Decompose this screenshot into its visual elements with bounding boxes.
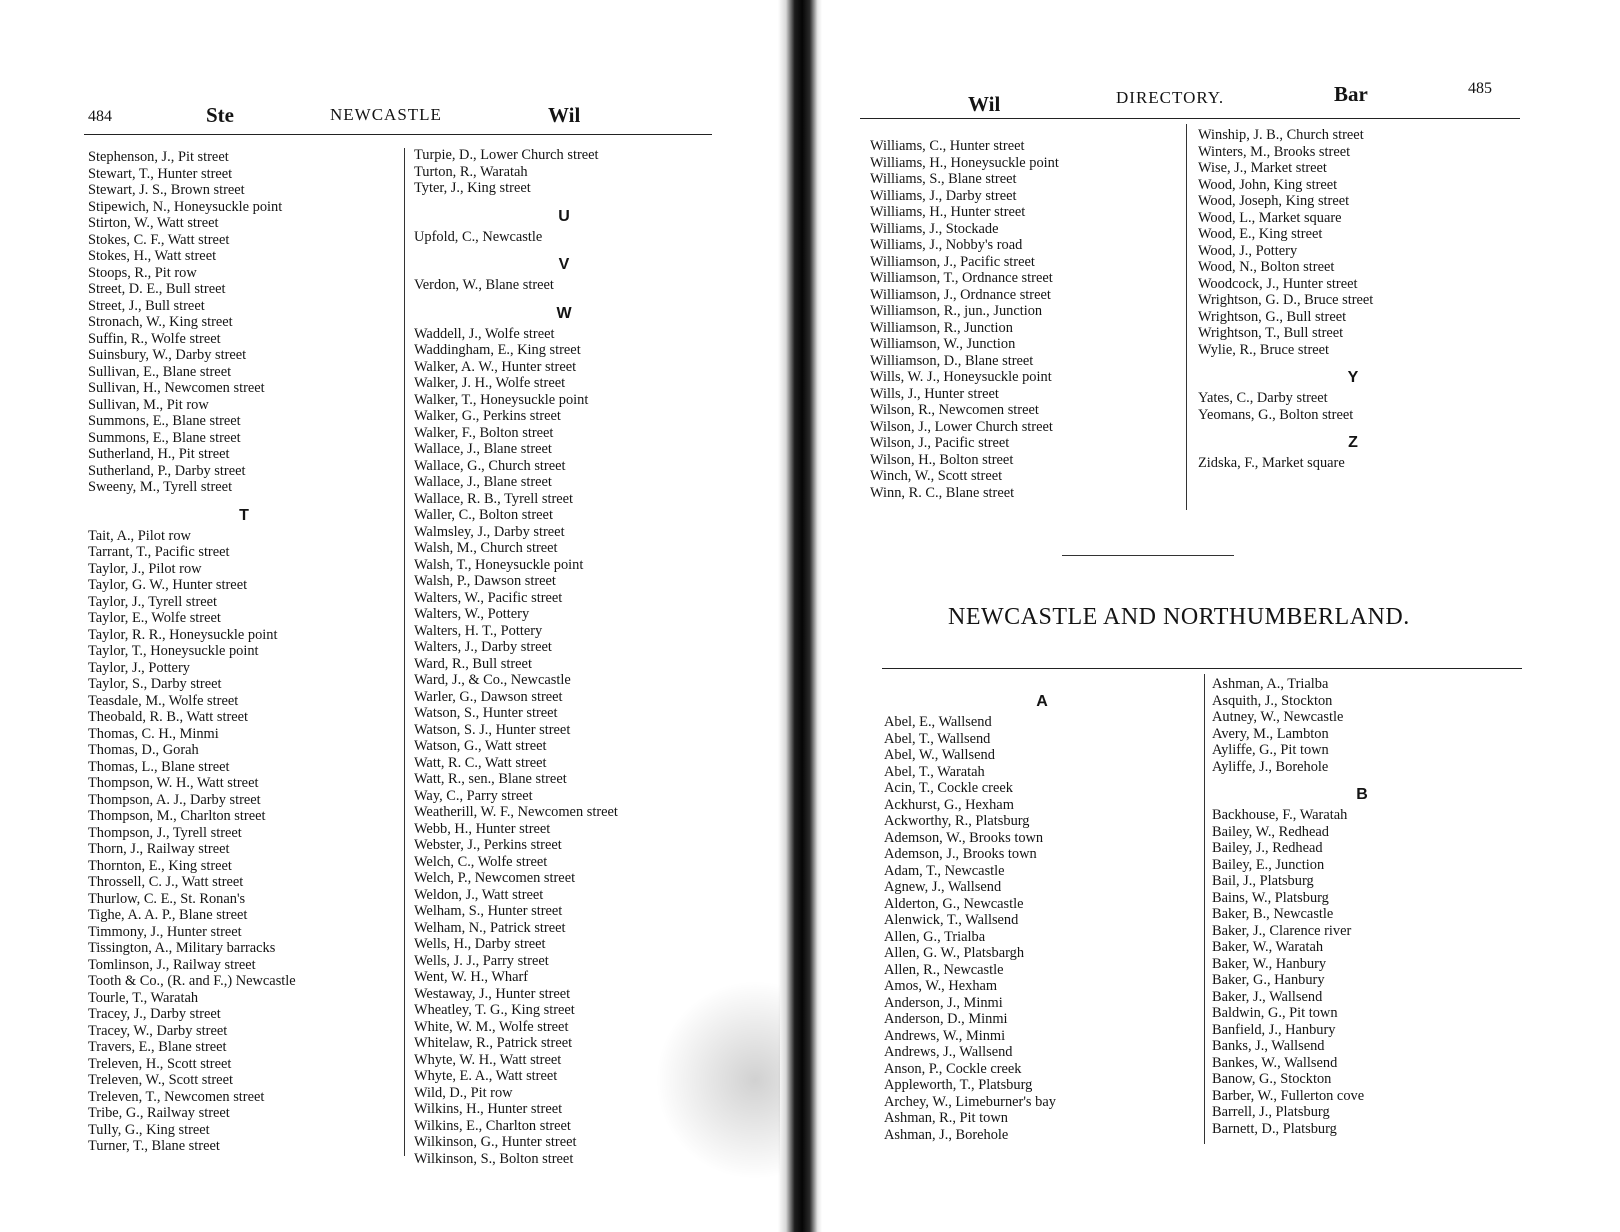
entry-column-2 (414, 147, 714, 1167)
entry-column-1 (88, 149, 400, 1155)
directory-entry: Street, D. E., Bull street (88, 281, 226, 297)
directory-entry: Walker, G., Perkins street (414, 408, 561, 424)
directory-entry: Tomlinson, J., Railway street (88, 956, 256, 973)
directory-entry: Avery, M., Lambton (1212, 725, 1329, 742)
directory-entry: Walker, F., Bolton street (414, 424, 554, 441)
directory-entry: Ward, J., & Co., Newcastle (414, 672, 571, 688)
directory-entry: Wood, L., Market square (1198, 209, 1342, 226)
directory-entry: Sullivan, H., Newcomen street (88, 380, 265, 396)
directory-entry: Westaway, J., Hunter street (414, 985, 571, 1002)
directory-entry: Woodcock, J., Hunter street (1198, 275, 1358, 292)
directory-entry: Stronach, W., King street (88, 314, 233, 330)
directory-entry: Thornton, E., King street (88, 857, 232, 874)
directory-entry: Williamson, W., Junction (870, 336, 1016, 352)
directory-entry: Abel, W., Wallsend (884, 747, 995, 763)
directory-entry: Suffin, R., Wolfe street (88, 330, 221, 347)
directory-entry: Taylor, J., Pottery (88, 659, 190, 676)
section-header-rule (882, 668, 1522, 669)
directory-entry: Weatherill, W. F., Newcomen street (414, 804, 618, 820)
directory-entry: Tully, G., King street (88, 1121, 210, 1138)
directory-entry: Alenwick, T., Wallsend (884, 912, 1019, 928)
directory-entry: Bailey, J., Redhead (1212, 840, 1323, 856)
directory-entry: Timmony, J., Hunter street (88, 923, 242, 940)
directory-entry: Baker, G., Hanbury (1212, 972, 1325, 988)
header-rule (860, 118, 1520, 119)
directory-entry: Walters, J., Darby street (414, 639, 552, 655)
directory-entry: Wills, J., Hunter street (870, 385, 999, 402)
directory-entry: Taylor, G. W., Hunter street (88, 577, 248, 593)
letter-heading: A (1036, 693, 1048, 710)
directory-entry: Watson, S. J., Hunter street (414, 721, 571, 738)
right-page (800, 0, 1620, 1232)
directory-entry: Wood, J., Pottery (1198, 242, 1298, 259)
spacer (1198, 358, 1508, 366)
page-number: 485 (1468, 80, 1492, 97)
directory-entry: Thurlow, C. E., St. Ronan's (88, 890, 246, 907)
directory-entry: Williams, H., Honeysuckle point (870, 154, 1059, 171)
directory-entry: Adam, T., Newcastle (884, 862, 1005, 879)
letter-heading: Y (1347, 369, 1359, 386)
directory-entry: Wells, H., Darby street (414, 936, 546, 952)
directory-entry: Sullivan, E., Blane street (88, 363, 232, 380)
directory-entry: Watson, G., Watt street (414, 738, 547, 754)
directory-entry: Thompson, J., Tyrell street (88, 824, 242, 841)
directory-entry: Walsh, P., Dawson street (414, 573, 556, 589)
guide-word-right: Bar (1334, 82, 1368, 106)
directory-entry: Turner, T., Blane street (88, 1138, 220, 1154)
spacer (414, 294, 714, 302)
directory-entry: Waddell, J., Wolfe street (414, 325, 555, 342)
directory-entry: Waller, C., Bolton street (414, 507, 553, 523)
directory-entry: Wrightson, T., Bull street (1198, 325, 1344, 341)
directory-entry: Thorn, J., Railway street (88, 841, 230, 857)
directory-entry: Watt, R. C., Watt street (414, 754, 547, 771)
directory-entry: Waddingham, E., King street (414, 342, 581, 358)
directory-entry: Walters, W., Pacific street (414, 589, 563, 606)
directory-entry: Barnett, D., Platsburg (1212, 1120, 1337, 1137)
directory-entry: Tyter, J., King street (414, 180, 531, 196)
left-page (0, 0, 790, 1232)
directory-entry: Ashman, J., Borehole (884, 1126, 1009, 1143)
directory-entry: Wells, J. J., Parry street (414, 952, 549, 969)
directory-entry: Summons, E., Blane street (88, 429, 241, 446)
directory-entry: Wylie, R., Bruce street (1198, 341, 1330, 358)
directory-entry: Wilkins, H., Hunter street (414, 1101, 563, 1117)
directory-entry: Taylor, J., Pilot row (88, 560, 202, 577)
directory-entry: Tracey, W., Darby street (88, 1022, 228, 1039)
directory-entry: Verdon, W., Blane street (414, 277, 554, 293)
directory-entry: Thompson, A. J., Darby street (88, 791, 261, 808)
directory-entry: Andrews, W., Minmi (884, 1027, 1006, 1044)
directory-entry: Anderson, J., Minmi (884, 994, 1003, 1011)
directory-entry: Wood, N., Bolton street (1198, 259, 1335, 275)
guide-word-right: Wil (548, 103, 581, 127)
directory-entry: Ayliffe, J., Borehole (1212, 758, 1329, 775)
directory-entry: Tighe, A. A. P., Blane street (88, 907, 248, 923)
directory-entry: Allen, R., Newcastle (884, 961, 1004, 978)
directory-entry: Walmsley, J., Darby street (414, 523, 565, 540)
spacer (1198, 423, 1508, 431)
directory-entry: Wilkinson, S., Bolton street (414, 1150, 574, 1167)
entry-column-3 (884, 690, 1200, 1143)
directory-entry: Wilkins, E., Charlton street (414, 1117, 571, 1134)
directory-entry: Baker, B., Newcastle (1212, 906, 1334, 922)
directory-entry: Taylor, R. R., Honeysuckle point (88, 626, 278, 643)
directory-entry: Barber, W., Fullerton cove (1212, 1087, 1365, 1104)
directory-entry: Baker, J., Wallsend (1212, 988, 1323, 1005)
guide-word-left: Ste (206, 103, 234, 127)
directory-entry: Williamson, R., Junction (870, 319, 1013, 336)
letter-heading: U (558, 207, 570, 225)
directory-entry: Wild, D., Pit row (414, 1084, 513, 1101)
directory-entry: White, W. M., Wolfe street (414, 1018, 569, 1035)
directory-entry: Wallace, J., Blane street (414, 474, 552, 490)
directory-entry: Williams, H., Hunter street (870, 204, 1026, 220)
directory-entry: Thomas, C. H., Minmi (88, 725, 219, 742)
directory-entry: Webster, J., Perkins street (414, 837, 562, 853)
directory-entry: Taylor, E., Wolfe street (88, 610, 221, 626)
directory-entry: Anderson, D., Minmi (884, 1011, 1008, 1027)
directory-entry: Wise, J., Market street (1198, 160, 1327, 176)
directory-entry: Weldon, J., Watt street (414, 886, 544, 903)
directory-entry: Thomas, D., Gorah (88, 742, 199, 758)
directory-entry: Wrightson, G. D., Bruce street (1198, 292, 1374, 308)
directory-entry: Baker, W., Hanbury (1212, 955, 1327, 972)
directory-entry: Welham, N., Patrick street (414, 919, 566, 936)
directory-entry: Abel, T., Wallsend (884, 730, 991, 747)
directory-entry: Williams, J., Stockade (870, 220, 999, 237)
directory-entry: Ashman, R., Pit town (884, 1110, 1008, 1126)
directory-entry: Sweeny, M., Tyrell street (88, 479, 233, 495)
directory-entry: Bankes, W., Wallsend (1212, 1054, 1338, 1071)
section-title: NEWCASTLE AND NORTHUMBERLAND. (948, 604, 1410, 630)
directory-entry: Taylor, J., Tyrell street (88, 593, 218, 610)
directory-entry: Williamson, J., Ordnance street (870, 286, 1051, 303)
directory-entry: Tait, A., Pilot row (88, 527, 191, 544)
section-divider (1062, 555, 1234, 556)
directory-entry: Theobald, R. B., Watt street (88, 709, 249, 725)
directory-entry: Turton, R., Waratah (414, 163, 528, 180)
directory-entry: Amos, W., Hexham (884, 978, 998, 994)
directory-entry: Sutherland, P., Darby street (88, 462, 246, 479)
column-divider (1186, 124, 1187, 510)
spacer (414, 245, 714, 253)
directory-entry: Agnew, J., Wallsend (884, 879, 1002, 895)
directory-entry: Williams, S., Blane street (870, 171, 1017, 187)
directory-entry: Taylor, S., Darby street (88, 676, 222, 692)
directory-entry: Sutherland, H., Pit street (88, 446, 230, 462)
directory-entry: Banfield, J., Hanbury (1212, 1021, 1336, 1038)
directory-entry: Wilson, J., Pacific street (870, 435, 1010, 451)
directory-entry: Barrell, J., Platsburg (1212, 1104, 1330, 1120)
directory-entry: Wood, John, King street (1198, 176, 1338, 193)
directory-entry: Williamson, T., Ordnance street (870, 270, 1053, 286)
page-number: 484 (88, 108, 112, 125)
directory-entry: Tracey, J., Darby street (88, 1006, 221, 1022)
directory-entry: Bail, J., Platsburg (1212, 873, 1314, 889)
directory-entry: Allen, G., Trialba (884, 928, 986, 945)
letter-heading: Z (1348, 434, 1358, 451)
directory-entry: Stoops, R., Pit row (88, 264, 197, 281)
directory-entry: Williams, J., Darby street (870, 187, 1017, 204)
directory-entry: Abel, T., Waratah (884, 763, 985, 780)
directory-entry: Thomas, L., Blane street (88, 758, 230, 775)
directory-entry: Walsh, M., Church street (414, 540, 558, 556)
directory-entry: Sullivan, M., Pit row (88, 396, 209, 413)
directory-entry: Travers, E., Blane street (88, 1039, 227, 1055)
spacer (1212, 775, 1512, 783)
directory-entry: Street, J., Bull street (88, 297, 205, 314)
directory-entry: Baker, J., Clarence river (1212, 922, 1352, 939)
column-divider (1204, 674, 1205, 1144)
directory-entry: Autney, W., Newcastle (1212, 709, 1344, 725)
directory-entry: Ayliffe, G., Pit town (1212, 742, 1329, 758)
directory-entry: Walsh, T., Honeysuckle point (414, 556, 584, 573)
directory-entry: Treleven, T., Newcomen street (88, 1088, 265, 1105)
directory-entry: Tarrant, T., Pacific street (88, 544, 230, 560)
directory-entry: Winship, J. B., Church street (1198, 127, 1364, 143)
directory-entry: Williams, J., Nobby's road (870, 237, 1023, 253)
directory-entry: Zidska, F., Market square (1198, 455, 1345, 471)
directory-entry: Asquith, J., Stockton (1212, 692, 1333, 709)
directory-entry: Went, W. H., Wharf (414, 969, 529, 985)
directory-entry: Wilson, R., Newcomen street (870, 402, 1039, 418)
directory-entry: Tourle, T., Waratah (88, 989, 199, 1006)
directory-entry: Acin, T., Cockle creek (884, 780, 1013, 796)
directory-entry: Backhouse, F., Waratah (1212, 807, 1348, 823)
directory-entry: Upfold, C., Newcastle (414, 228, 543, 245)
directory-entry: Walker, J. H., Wolfe street (414, 375, 566, 391)
entry-column-4 (1212, 676, 1512, 1137)
directory-entry: Watson, S., Hunter street (414, 705, 558, 721)
directory-entry: Taylor, T., Honeysuckle point (88, 643, 259, 659)
directory-entry: Appleworth, T., Platsburg (884, 1077, 1033, 1093)
directory-entry: Bailey, E., Junction (1212, 856, 1325, 873)
directory-entry: Andrews, J., Wallsend (884, 1044, 1013, 1060)
directory-entry: Wilkinson, G., Hunter street (414, 1134, 577, 1150)
directory-entry: Williamson, R., jun., Junction (870, 303, 1043, 319)
directory-entry: Stirton, W., Watt street (88, 215, 219, 231)
directory-entry: Wrightson, G., Bull street (1198, 308, 1347, 325)
directory-entry: Baldwin, G., Pit town (1212, 1005, 1338, 1021)
directory-entry: Tooth & Co., (R. and F.,) Newcastle (88, 973, 296, 989)
directory-entry: Turpie, D., Lower Church street (414, 147, 599, 163)
directory-entry: Yates, C., Darby street (1198, 390, 1328, 406)
entry-column-1 (870, 138, 1182, 501)
directory-entry: Treleven, W., Scott street (88, 1072, 233, 1088)
directory-entry: Banow, G., Stockton (1212, 1071, 1332, 1087)
directory-entry: Wood, E., King street (1198, 226, 1323, 242)
directory-entry: Wallace, J., Blane street (414, 441, 552, 457)
directory-entry: Way, C., Parry street (414, 787, 533, 804)
directory-entry: Bailey, W., Redhead (1212, 823, 1329, 840)
directory-entry: Stewart, T., Hunter street (88, 165, 233, 182)
directory-entry: Ashman, A., Trialba (1212, 676, 1329, 692)
directory-entry: Wilson, H., Bolton street (870, 451, 1014, 468)
directory-entry: Treleven, H., Scott street (88, 1055, 232, 1072)
directory-entry: Whitelaw, R., Patrick street (414, 1035, 573, 1051)
directory-entry: Suinsbury, W., Darby street (88, 347, 247, 363)
directory-entry: Stokes, H., Watt street (88, 248, 217, 264)
spacer (414, 197, 714, 205)
directory-entry: Williamson, D., Blane street (870, 352, 1034, 369)
directory-entry: Williams, C., Hunter street (870, 138, 1025, 154)
directory-entry: Ackworthy, R., Platsburg (884, 813, 1030, 829)
directory-entry: Winch, W., Scott street (870, 468, 1003, 484)
directory-entry: Stephenson, J., Pit street (88, 149, 229, 165)
letter-heading: B (1356, 786, 1368, 803)
header-rule (84, 134, 712, 135)
guide-word-left: Wil (968, 92, 1001, 116)
directory-entry: Stewart, J. S., Brown street (88, 182, 245, 198)
directory-entry: Stokes, C. F., Watt street (88, 231, 230, 248)
directory-entry: Wheatley, T. G., King street (414, 1002, 575, 1018)
directory-entry: Welham, S., Hunter street (414, 903, 563, 919)
directory-entry: Ackhurst, G., Hexham (884, 796, 1014, 813)
directory-entry: Stipewich, N., Honeysuckle point (88, 198, 283, 215)
directory-entry: Tribe, G., Railway street (88, 1105, 230, 1121)
entry-column-2 (1198, 127, 1508, 472)
directory-entry: Walker, A. W., Hunter street (414, 358, 577, 375)
directory-entry: Tissington, A., Military barracks (88, 940, 276, 956)
directory-entry: Webb, H., Hunter street (414, 820, 551, 837)
directory-entry: Whyte, W. H., Watt street (414, 1051, 562, 1068)
directory-entry: Wood, Joseph, King street (1198, 193, 1350, 209)
directory-entry: Banks, J., Wallsend (1212, 1038, 1325, 1054)
directory-entry: Whyte, E. A., Watt street (414, 1068, 558, 1084)
directory-entry: Winn, R. C., Blane street (870, 484, 1015, 501)
running-title: NEWCASTLE (330, 105, 442, 124)
directory-entry: Welch, P., Newcomen street (414, 870, 576, 886)
directory-entry: Wallace, G., Church street (414, 457, 566, 474)
directory-entry: Wallace, R. B., Tyrell street (414, 490, 574, 507)
directory-entry: Anson, P., Cockle creek (884, 1060, 1022, 1077)
directory-entry: Walters, H. T., Pottery (414, 622, 543, 639)
directory-entry: Yeomans, G., Bolton street (1198, 406, 1354, 423)
directory-entry: Ward, R., Bull street (414, 655, 532, 672)
directory-entry: Walker, T., Honeysuckle point (414, 391, 589, 408)
spacer (88, 496, 400, 504)
directory-entry: Teasdale, M., Wolfe street (88, 692, 239, 709)
directory-entry: Watt, R., sen., Blane street (414, 771, 567, 787)
directory-entry: Wilson, J., Lower Church street (870, 418, 1053, 435)
directory-entry: Archey, W., Limeburner's bay (884, 1093, 1056, 1110)
running-title: DIRECTORY. (1116, 88, 1225, 107)
directory-entry: Baker, W., Waratah (1212, 939, 1324, 955)
directory-entry: Walters, W., Pottery (414, 606, 530, 622)
directory-entry: Williamson, J., Pacific street (870, 253, 1035, 270)
directory-entry: Throssell, C. J., Watt street (88, 874, 244, 890)
letter-heading: V (558, 256, 570, 273)
directory-entry: Ademson, J., Brooks town (884, 846, 1037, 862)
directory-entry: Ademson, W., Brooks town (884, 829, 1044, 846)
directory-entry: Warler, G., Dawson street (414, 688, 563, 705)
directory-entry: Allen, G. W., Platsbargh (884, 945, 1025, 961)
directory-entry: Bains, W., Platsburg (1212, 889, 1329, 906)
directory-entry: Alderton, G., Newcastle (884, 895, 1024, 912)
directory-entry: Abel, E., Wallsend (884, 714, 992, 730)
directory-entry: Wills, W. J., Honeysuckle point (870, 369, 1052, 385)
column-divider (404, 148, 405, 1156)
directory-entry: Thompson, M., Charlton street (88, 808, 266, 824)
directory-entry: Welch, C., Wolfe street (414, 853, 548, 870)
directory-entry: Winters, M., Brooks street (1198, 143, 1351, 160)
letter-heading: T (239, 506, 249, 524)
directory-entry: Thompson, W. H., Watt street (88, 775, 259, 791)
directory-entry: Summons, E., Blane street (88, 413, 241, 429)
letter-heading: W (556, 304, 572, 322)
